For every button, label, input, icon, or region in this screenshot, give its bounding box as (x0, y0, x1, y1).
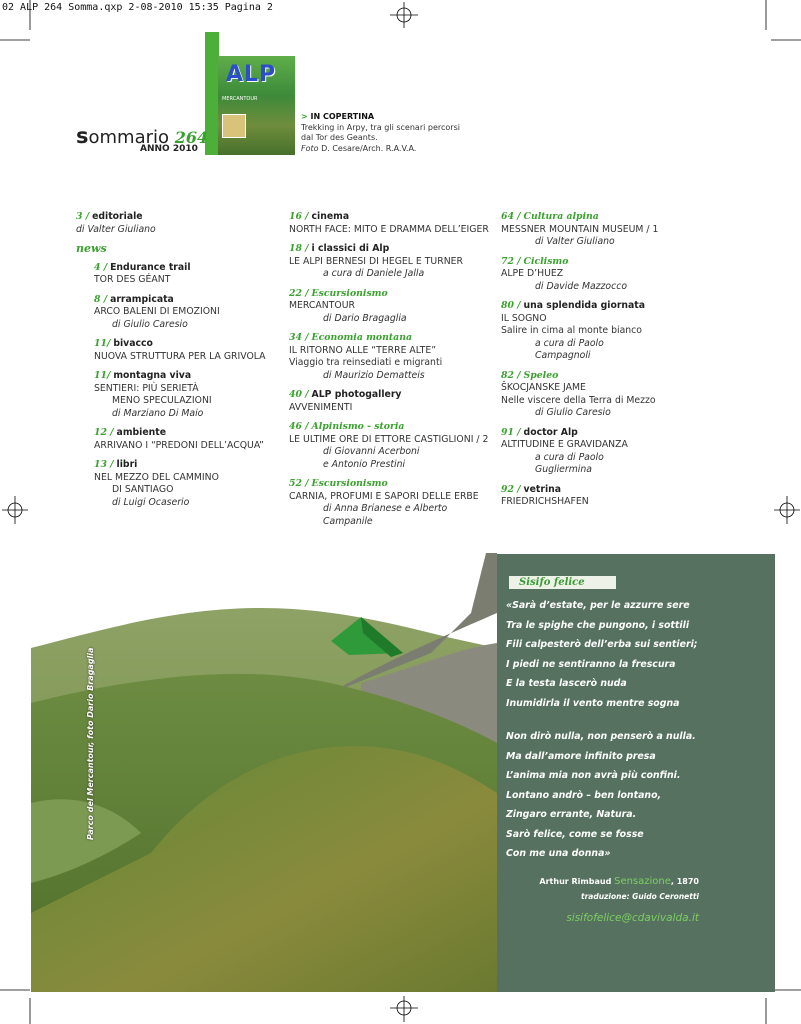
entry-author: di Valter Giuliano (76, 223, 156, 235)
entry-author: e Antonio Prestini (323, 458, 406, 470)
entry-page: 13 / (94, 459, 114, 470)
toc-column-1 (76, 211, 276, 516)
toc-entry[interactable] (94, 338, 276, 363)
entry-category: una splendida giornata (523, 300, 646, 311)
cover-inset-photo (222, 114, 246, 138)
entry-page: 16 / (289, 211, 309, 222)
toc-column-3 (501, 211, 661, 516)
entry-title-line: NORTH FACE: MITO E DRAMMA DELL’EIGER (289, 223, 489, 235)
poem-year: , 1870 (670, 877, 699, 886)
entry-author: a cura di Daniele Jalla (323, 268, 425, 279)
entry-author: di Valter Giuliano (535, 236, 615, 247)
poem-line: «Sarà d’estate, per le azzurre sere (506, 600, 690, 611)
entry-title-line: IL SOGNO (501, 312, 547, 324)
toc-entry[interactable] (94, 459, 276, 509)
poem-line: Lontano andrò – ben lontano, (506, 789, 662, 801)
title-initial: s (76, 124, 89, 148)
toc-entry[interactable] (289, 211, 494, 236)
poem-line: Inumidirla il vento mentre sogna (506, 697, 680, 709)
caption-heading: IN COPERTINA (310, 112, 375, 121)
news-list (76, 262, 276, 510)
toc-entry[interactable] (289, 243, 494, 281)
entry-title-line: TOR DES GÉANT (94, 274, 171, 285)
toc-entry[interactable] (501, 256, 661, 294)
poem-line: Fili calpesterò dell’erba sui sentieri; (506, 639, 698, 650)
contact-email-link[interactable]: sisifofelice@cdavivalda.it (566, 912, 699, 924)
entry-page: 80 / (501, 300, 521, 311)
toc-entry[interactable] (289, 478, 494, 528)
caption-marker: > (301, 112, 308, 121)
toc-entry[interactable] (289, 389, 494, 414)
entry-page: 11/ (94, 338, 111, 349)
entry-title-line: Viaggio tra reinsediati e migranti (289, 357, 443, 368)
entry-page: 91 / (501, 426, 521, 438)
entry-author: di Giulio Caresio (112, 318, 188, 330)
toc-entry-editoriale[interactable] (76, 211, 276, 236)
toc-entry[interactable] (501, 427, 661, 477)
entry-category: ALP photogallery (311, 389, 402, 400)
entry-title-line: AVVENIMENTI (289, 401, 353, 413)
toc-entry[interactable] (289, 332, 494, 382)
entry-title-line: ALTITUDINE E GRAVIDANZA (501, 439, 628, 450)
entry-category: Speleo (523, 369, 559, 381)
entry-title-line: CARNIA, PROFUMI E SAPORI DELLE ERBE (289, 490, 479, 502)
entry-author: di Luigi Ocaserio (112, 496, 190, 508)
entry-title-line: MERCANTOUR (289, 300, 355, 311)
entry-title-line: FRIEDRICHSHAFEN (501, 496, 589, 507)
poem-stanza-2 (506, 727, 768, 864)
entry-page: 82 / (501, 369, 521, 381)
poem-text (506, 596, 768, 864)
entry-category: arrampicata (110, 293, 174, 305)
issue-number: 264 (174, 128, 209, 147)
entry-category: Escursionismo (311, 287, 388, 299)
entry-page: 11/ (94, 370, 111, 381)
entry-title-line: Salire in cima al monte bianco (501, 325, 642, 336)
entry-author: di Anna Brianese e Alberto Campanile (323, 503, 448, 527)
toc-entry[interactable] (289, 421, 494, 471)
entry-page: 46 / (289, 421, 309, 432)
cover-logo: ALP (226, 62, 277, 87)
entry-category: Ciclismo (523, 255, 569, 267)
entry-category: Economia montana (311, 332, 412, 343)
entry-category: editoriale (92, 211, 143, 222)
toc-entry[interactable] (94, 370, 276, 420)
entry-author: di Dario Bragaglia (323, 312, 407, 324)
entry-category: i classici di Alp (311, 243, 390, 254)
poem-line: L’anima mia non avrà più confini. (506, 770, 681, 781)
entry-title-line: IL RITORNO ALLE “TERRE ALTE” (289, 344, 437, 356)
entry-category: Cultura alpina (523, 211, 599, 222)
toc-entry[interactable] (94, 262, 276, 287)
cover-subtitle: MERCANTOUR (222, 96, 258, 102)
toc-entry[interactable] (94, 427, 276, 452)
toc-entry[interactable] (94, 294, 276, 332)
news-heading: news (76, 242, 107, 255)
entry-title-line: ARRIVANO I “PREDONI DELL’ACQUA” (94, 439, 264, 451)
entry-page: 4 / (94, 261, 108, 273)
entry-category: Alpinismo - storia (311, 421, 405, 432)
entry-page: 92 / (501, 483, 521, 495)
poem-line: I piedi ne sentiranno la frescura (506, 658, 676, 670)
toc-entry[interactable] (501, 484, 661, 509)
entry-page: 12 / (94, 427, 114, 438)
entry-page: 52 / (289, 478, 309, 489)
entry-title-line: LE ULTIME ORE DI ETTORE CASTIGLIONI / 2 (289, 433, 489, 445)
poem-line: Tra le spighe che pungono, i sottili (506, 619, 690, 631)
entry-author: a cura di Paolo Campagnoli (535, 337, 604, 361)
landscape-photo (31, 553, 497, 992)
entry-page: 64 / (501, 211, 521, 222)
poem-line: Non dirò nulla, non penserò a nulla. (506, 731, 696, 742)
entry-category: cinema (311, 211, 350, 222)
entry-author: di Maurizio Dematteis (323, 369, 425, 381)
toc-entry[interactable] (501, 300, 661, 363)
entry-page: 3 / (76, 211, 90, 222)
caption-text: Trekking in Arpy, tra gli scenari percorsi dal Tor des Geants. (301, 122, 460, 142)
caption-foto-credit: D. Cesare/Arch. R.A.V.A. (321, 143, 417, 153)
poem-line: Zingaro errante, Natura. (506, 809, 637, 820)
entry-page: 72 / (501, 255, 521, 267)
toc-entry[interactable] (501, 370, 661, 420)
poem-line: Ma dall’amore infinito presa (506, 750, 656, 762)
toc-entry[interactable] (501, 211, 661, 249)
entry-author: di Giulio Caresio (535, 407, 611, 418)
entry-title-line: SENTIERI: PIÙ SERIETÀ (94, 382, 199, 394)
poem-line: Con me una donna» (506, 848, 611, 859)
entry-category: bivacco (113, 338, 153, 349)
entry-category: vetrina (523, 483, 562, 495)
entry-page: 8 / (94, 293, 108, 305)
entry-title-line: ALPE D’HUEZ (501, 268, 564, 279)
entry-title-line: Nelle viscere della Terra di Mezzo (501, 394, 656, 406)
entry-title-line: ŠKOCJANSKE JAME (501, 382, 586, 393)
poem-work: Sensazione (614, 876, 671, 887)
entry-author: di Giovanni Acerboni (323, 446, 420, 457)
entry-author: di Marziano Di Maio (112, 407, 204, 419)
entry-title-line: MENO SPECULAZIONI (112, 395, 212, 406)
entry-author: a cura di Paolo Gugliermina (535, 451, 604, 475)
entry-page: 22 / (289, 287, 309, 299)
entry-title-line: LE ALPI BERNESI DI HEGEL E TURNER (289, 255, 463, 267)
toc-column-2 (289, 211, 494, 535)
landscape-illustration (31, 553, 497, 992)
title-rest: ommario (88, 127, 170, 148)
caption-foto-label: Foto (301, 143, 319, 153)
entry-title-line: MESSNER MOUNTAIN MUSEUM / 1 (501, 223, 659, 235)
entry-category: ambiente (116, 427, 167, 438)
entry-page: 18 / (289, 243, 309, 254)
entry-title-line: NUOVA STRUTTURA PER LA GRIVOLA (94, 350, 266, 362)
entry-category: Escursionismo (311, 478, 388, 489)
toc-entry[interactable] (289, 288, 494, 326)
entry-category: montagna viva (113, 370, 192, 381)
entry-title-line: NEL MEZZO DEL CAMMINO (94, 471, 219, 483)
entry-category: libri (116, 459, 138, 470)
poem-author: Arthur Rimbaud (539, 877, 612, 886)
photo-credit-text: Parco del Mercantour, foto Dario Bragaglia (86, 647, 95, 840)
entry-author: di Davide Mazzocco (535, 280, 628, 292)
cover-caption (301, 112, 461, 154)
slug-line: 02 ALP 264 Somma.qxp 2-08-2010 15:35 Pagina 2 (2, 2, 273, 13)
photo-credit (66, 647, 95, 842)
entry-title-line: ARCO BALENI DI EMOZIONI (94, 306, 220, 317)
entry-title-line: DI SANTIAGO (112, 484, 174, 495)
entry-category: doctor Alp (523, 426, 578, 438)
poem-translation: traduzione: Guido Ceronetti (581, 892, 699, 901)
cover-thumbnail (218, 56, 295, 155)
poem-stanza-1 (506, 596, 768, 713)
poem-line: Sarò felice, come se fosse (506, 828, 644, 840)
poem-panel-title: Sisifo felice (509, 576, 616, 589)
entry-category: Endurance trail (110, 261, 191, 273)
poem-signature (507, 876, 699, 887)
entry-page: 34 / (289, 332, 309, 343)
poem-panel (497, 554, 775, 992)
entry-page: 40 / (289, 389, 309, 400)
issue-year: ANNO 2010 (140, 144, 198, 154)
poem-line: E la testa lascerò nuda (506, 678, 627, 689)
